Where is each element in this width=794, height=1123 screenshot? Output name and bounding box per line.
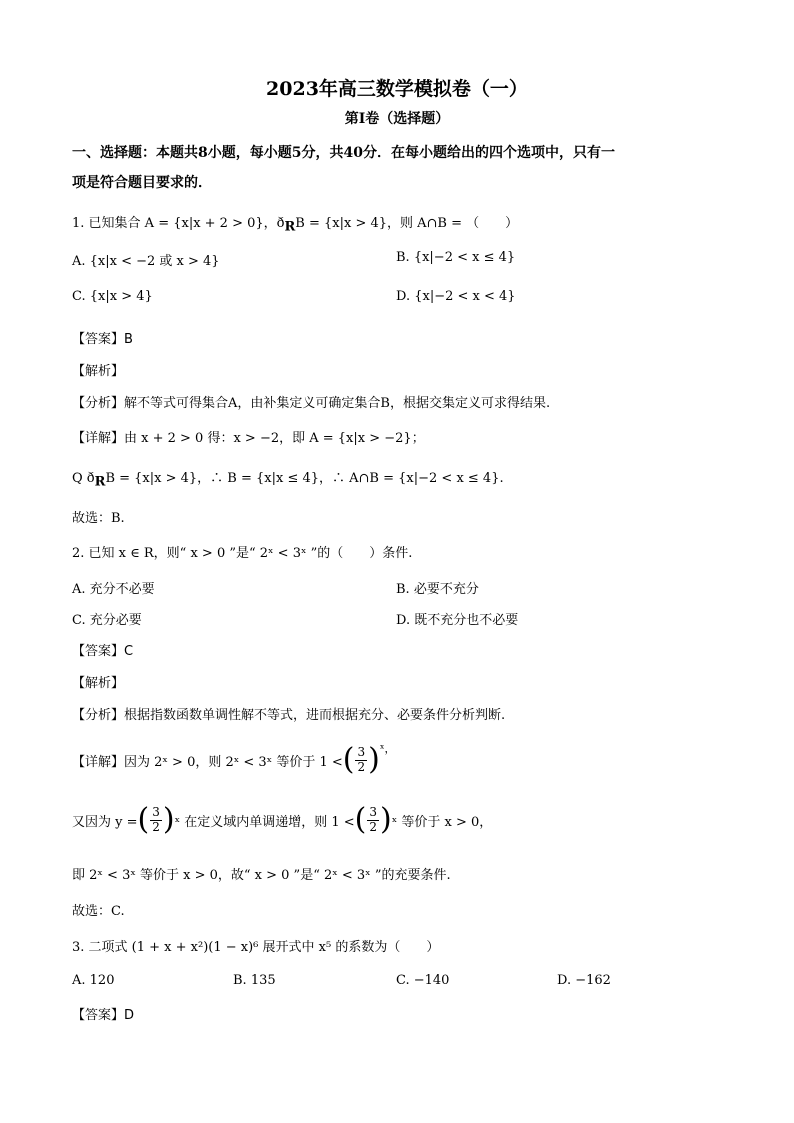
q2-option-a: A. 充分不必要 [72, 582, 155, 597]
q1-analysis: 【分析】解不等式可得集合A，由补集定义可确定集合B，根据交集定义可求得结果. [72, 396, 551, 411]
q2-detail-line3: 即 2ˣ < 3ˣ 等价于 x > 0，故“ x > 0 ”是“ 2ˣ < 3ˣ ”的充要条件. [72, 868, 451, 883]
page-title: 2023年高三数学模拟卷（一） [266, 78, 528, 100]
q2-option-d: D. 既不充分也不必要 [396, 613, 519, 628]
q2-option-c: C. 充分必要 [72, 613, 142, 628]
fraction-3-over-2: ( 3 2 ) [137, 802, 175, 837]
q1-step: Q $ð_RB = \{x|x > 4\}$，∴ B = {x|x ≤ 4}，∴ A∩B = {x|−2 < x ≤ 4}. [72, 471, 504, 490]
section-heading-line2: 项是符合题目要求的． [72, 175, 212, 191]
fraction-3-over-2: ( 3 2 ) [342, 742, 380, 777]
q2-conclusion: 故选：C. [72, 904, 125, 919]
q1-answer: 【答案】B [72, 332, 133, 347]
q2-option-b: B. 必要不充分 [396, 582, 479, 597]
q2-jiexi: 【解析】 [72, 676, 125, 691]
q1-jiexi: 【解析】 [72, 364, 125, 379]
q1-detail: 【详解】由 x + 2 > 0 得：x > −2，即 A = {x|x > −2}； [72, 431, 425, 446]
q3-option-a: A. 120 [72, 973, 115, 988]
q3-option-d: D. −162 [557, 973, 611, 988]
q2-analysis: 【分析】根据指数函数单调性解不等式，进而根据充分、必要条件分析判断. [72, 708, 506, 723]
q2-answer: 【答案】C [72, 644, 134, 659]
q1-option-a: A. {x|x < −2 或 x > 4} [72, 254, 220, 269]
q3-option-c: C. −140 [396, 973, 450, 988]
section-subtitle: 第I卷（选择题） [344, 111, 450, 127]
q1-option-d: D. {x|−2 < x < 4} [396, 289, 516, 304]
q3-stem: 3. 二项式 (1 + x + x²)(1 − x)⁶ 展开式中 x⁵ 的系数为（ ） [72, 940, 440, 955]
q1-stem: 1. 已知集合 A = {x|x + 2 > 0}，$ð_RB = \{x|x > 4\}$，则 A∩B = （ ） [72, 216, 519, 235]
q3-option-b: B. 135 [233, 973, 276, 988]
q2-detail-line2: 又因为 y = ( 3 2 ) ˣ 在定义域内单调递增，则 1 < ( 3 2 ) ˣ 等价于 x > 0， [72, 802, 493, 837]
q1-option-b: B. {x|−2 < x ≤ 4} [396, 250, 516, 265]
q2-detail: 【详解】因为 2ˣ > 0，则 2ˣ < 3ˣ 等价于 1 < ( 3 2 ) ˣ， [72, 742, 396, 777]
q1-option-c: C. {x|x > 4} [72, 289, 153, 304]
section-heading-line1: 一、选择题：本题共8小题，每小题5分，共40分．在每小题给出的四个选项中，只有一 [72, 145, 615, 161]
q3-answer: 【答案】D [72, 1008, 135, 1023]
q1-conclusion: 故选：B. [72, 511, 125, 526]
fraction-3-over-2: ( 3 2 ) [354, 802, 392, 837]
q2-stem: 2. 已知 x ∈ R，则“ x > 0 ”是“ 2ˣ < 3ˣ ”的（ ）条件. [72, 546, 413, 561]
